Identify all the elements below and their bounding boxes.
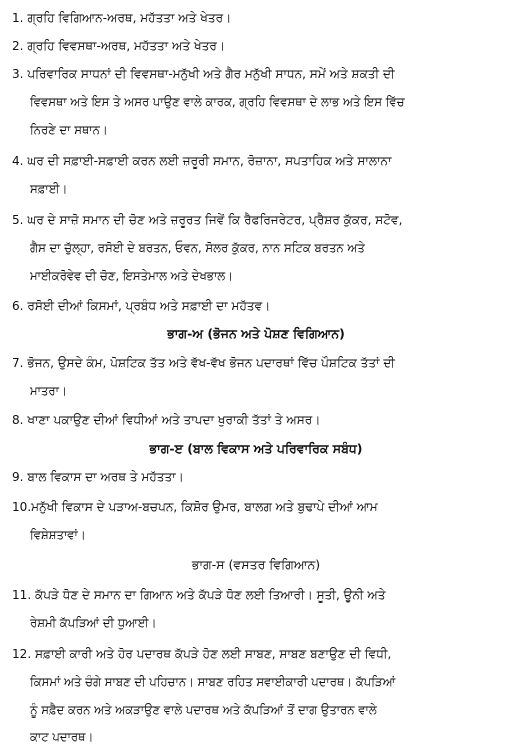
item-7-line-2: ਮਾਤਰਾ। — [30, 383, 67, 398]
item-12-line-3: ਨੂੰ ਸਫ਼ੈਦ ਕਰਨ ਅਤੇ ਅਕੜਾਉਣ ਵਾਲੇ ਪਦਾਰਥ ਅਤੇ ਕੱਪੜਿਆਂ ਤੋਂ ਦਾਗ ਉਤਾਰਨ ਵਾਲੇ — [30, 702, 377, 717]
item-12-line-4: ਕਾਟ ਪਦਾਰਥ। — [30, 729, 94, 744]
item-1: 1. ਗ੍ਰਹਿ ਵਿਗਿਆਨ-ਅਰਥ, ਮਹੱਤਤਾ ਅਤੇ ਖੇਤਰ। — [12, 10, 232, 25]
item-4-line-1: 4. ਘਰ ਦੀ ਸਫ਼ਾਈ-ਸਫ਼ਾਈ ਕਰਨ ਲਈ ਜ਼ਰੂਰੀ ਸਮਾਨ, ਰੋਜ਼ਾਨਾ, ਸਪਤਾਹਿਕ ਅਤੇ ਸਾਲਾਨਾ — [12, 153, 392, 168]
item-5-line-2: ਗੈਸ ਦਾ ਚੁੱਲ੍ਹਾ, ਰਸੋਈ ਦੇ ਬਰਤਨ, ਓਵਨ, ਸੋਲਰ ਕੁੱਕਰ, ਨਾਨ ਸਟਿਕ ਬਰਤਨ ਅਤੇ — [30, 240, 365, 255]
item-11-line-2: ਰੇਸ਼ਮੀ ਕੱਪੜਿਆਂ ਦੀ ਧੁਆਈ। — [30, 615, 157, 630]
item-8: 8. ਖਾਣਾ ਪਕਾਉਣ ਦੀਆਂ ਵਿਧੀਆਂ ਅਤੇ ਤਾਪਦਾ ਖੁਰਾਕੀ ਤੱਤਾਂ ਤੇ ਅਸਰ। — [12, 412, 321, 427]
item-10-line-1: 10.ਮਨੁੱਖੀ ਵਿਕਾਸ ਦੇ ਪੜਾਅ-ਬਚਪਨ, ਕਿਸ਼ੋਰ ਉਮਰ, ਬਾਲਗ ਅਤੇ ਬੁਢਾਪੇ ਦੀਆਂ ਆਮ — [12, 499, 378, 514]
section-heading-e: ਭਾਗ-ੲ (ਬਾਲ ਵਿਕਾਸ ਅਤੇ ਪਰਿਵਾਰਿਕ ਸਬੰਧ) — [149, 441, 363, 456]
item-4-line-2: ਸਫ਼ਾਈ। — [30, 181, 68, 196]
item-12-line-2: ਕਿਸਮਾਂ ਅਤੇ ਚੰਗੇ ਸਾਬਣ ਦੀ ਪਹਿਚਾਨ। ਸਾਬਣ ਰਹਿਤ ਸਵਾਈਕਾਰੀ ਪਦਾਰਥ। ਕੱਪੜਿਆਂ — [30, 674, 396, 689]
item-5-line-1: 5. ਘਰ ਦੇ ਸਾਜ਼ੋ ਸਮਾਨ ਦੀ ਚੋਣ ਅਤੇ ਜ਼ਰੂਰਤ ਜਿਵੇਂ ਕਿ ਰੈਫਰਿਜਰੇਟਰ, ਪ੍ਰੈਸ਼ਰ ਕੁੱਕਰ, ਸਟੋਵ, — [12, 212, 403, 227]
item-6: 6. ਰਸੋਈ ਦੀਆਂ ਕਿਸਮਾਂ, ਪ੍ਰਬੰਧ ਅਤੇ ਸਫ਼ਾਈ ਦਾ ਮਹੱਤਵ। — [12, 298, 271, 313]
item-3-line-2: ਵਿਵਸਥਾ ਅਤੇ ਇਸ ਤੇ ਅਸਰ ਪਾਉਣ ਵਾਲੇ ਕਾਰਕ, ਗ੍ਰਹਿ ਵਿਵਸਥਾ ਦੇ ਲਾਭ ਅਤੇ ਇਸ ਵਿੱਚ — [30, 94, 405, 109]
item-10-line-2: ਵਿਸ਼ੇਸ਼ਤਾਵਾਂ। — [30, 527, 86, 542]
item-9: 9. ਬਾਲ ਵਿਕਾਸ ਦਾ ਅਰਥ ਤੇ ਮਹੱਤਤਾ। — [12, 469, 184, 484]
item-3-line-3: ਨਿਰਣੇ ਦਾ ਸਥਾਨ। — [30, 122, 108, 137]
item-12-line-1: 12. ਸਫ਼ਾਈ ਕਾਰੀ ਅਤੇ ਹੋਰ ਪਦਾਰਥ ਕੱਪੜੇ ਹੋਣ ਲਈ ਸਾਬਣ, ਸਾਬਣ ਬਣਾਉਣ ਦੀ ਵਿਧੀ, — [12, 646, 392, 661]
item-2: 2. ਗ੍ਰਹਿ ਵਿਵਸਥਾ-ਅਰਥ, ਮਹੱਤਤਾ ਅਤੇ ਖੇਤਰ। — [12, 38, 225, 53]
item-11-line-1: 11. ਕੱਪੜੇ ਧੋਣ ਦੇ ਸਮਾਨ ਦਾ ਗਿਆਨ ਅਤੇ ਕੱਪੜੇ ਧੋਣ ਲਈ ਤਿਆਰੀ। ਸੂਤੀ, ਊਨੀ ਅਤੇ — [12, 587, 386, 602]
item-3-line-1: 3. ਪਰਿਵਾਰਿਕ ਸਾਧਨਾਂ ਦੀ ਵਿਵਸਥਾ-ਮਨੁੱਖੀ ਅਤੇ ਗੈਰ ਮਨੁੱਖੀ ਸਾਧਨ, ਸਮੇਂ ਅਤੇ ਸ਼ਕਤੀ ਦੀ — [12, 66, 395, 81]
item-7-line-1: 7. ਭੋਜਨ, ਉਸਦੇ ਕੰਮ, ਪੋਸ਼ਟਿਕ ਤੱਤ ਅਤੇ ਵੱਖ-ਵੱਖ ਭੋਜਨ ਪਦਾਰਥਾਂ ਵਿੱਚ ਪੌਸ਼ਟਿਕ ਤੱਤਾਂ ਦੀ — [12, 355, 395, 370]
item-5-line-3: ਮਾਈਕਰੋਵੇਵ ਦੀ ਚੋਣ, ਇਸਤੇਮਾਲ ਅਤੇ ਦੇਖਭਾਲ। — [30, 268, 234, 283]
section-heading-s: ਭਾਗ-ਸ (ਵਸਤਰ ਵਿਗਿਆਨ) — [191, 557, 321, 572]
section-heading-a: ਭਾਗ-ਅ (ਭੋਜਨ ਅਤੇ ਪੋਸ਼ਣ ਵਿਗਿਆਨ) — [167, 326, 345, 341]
